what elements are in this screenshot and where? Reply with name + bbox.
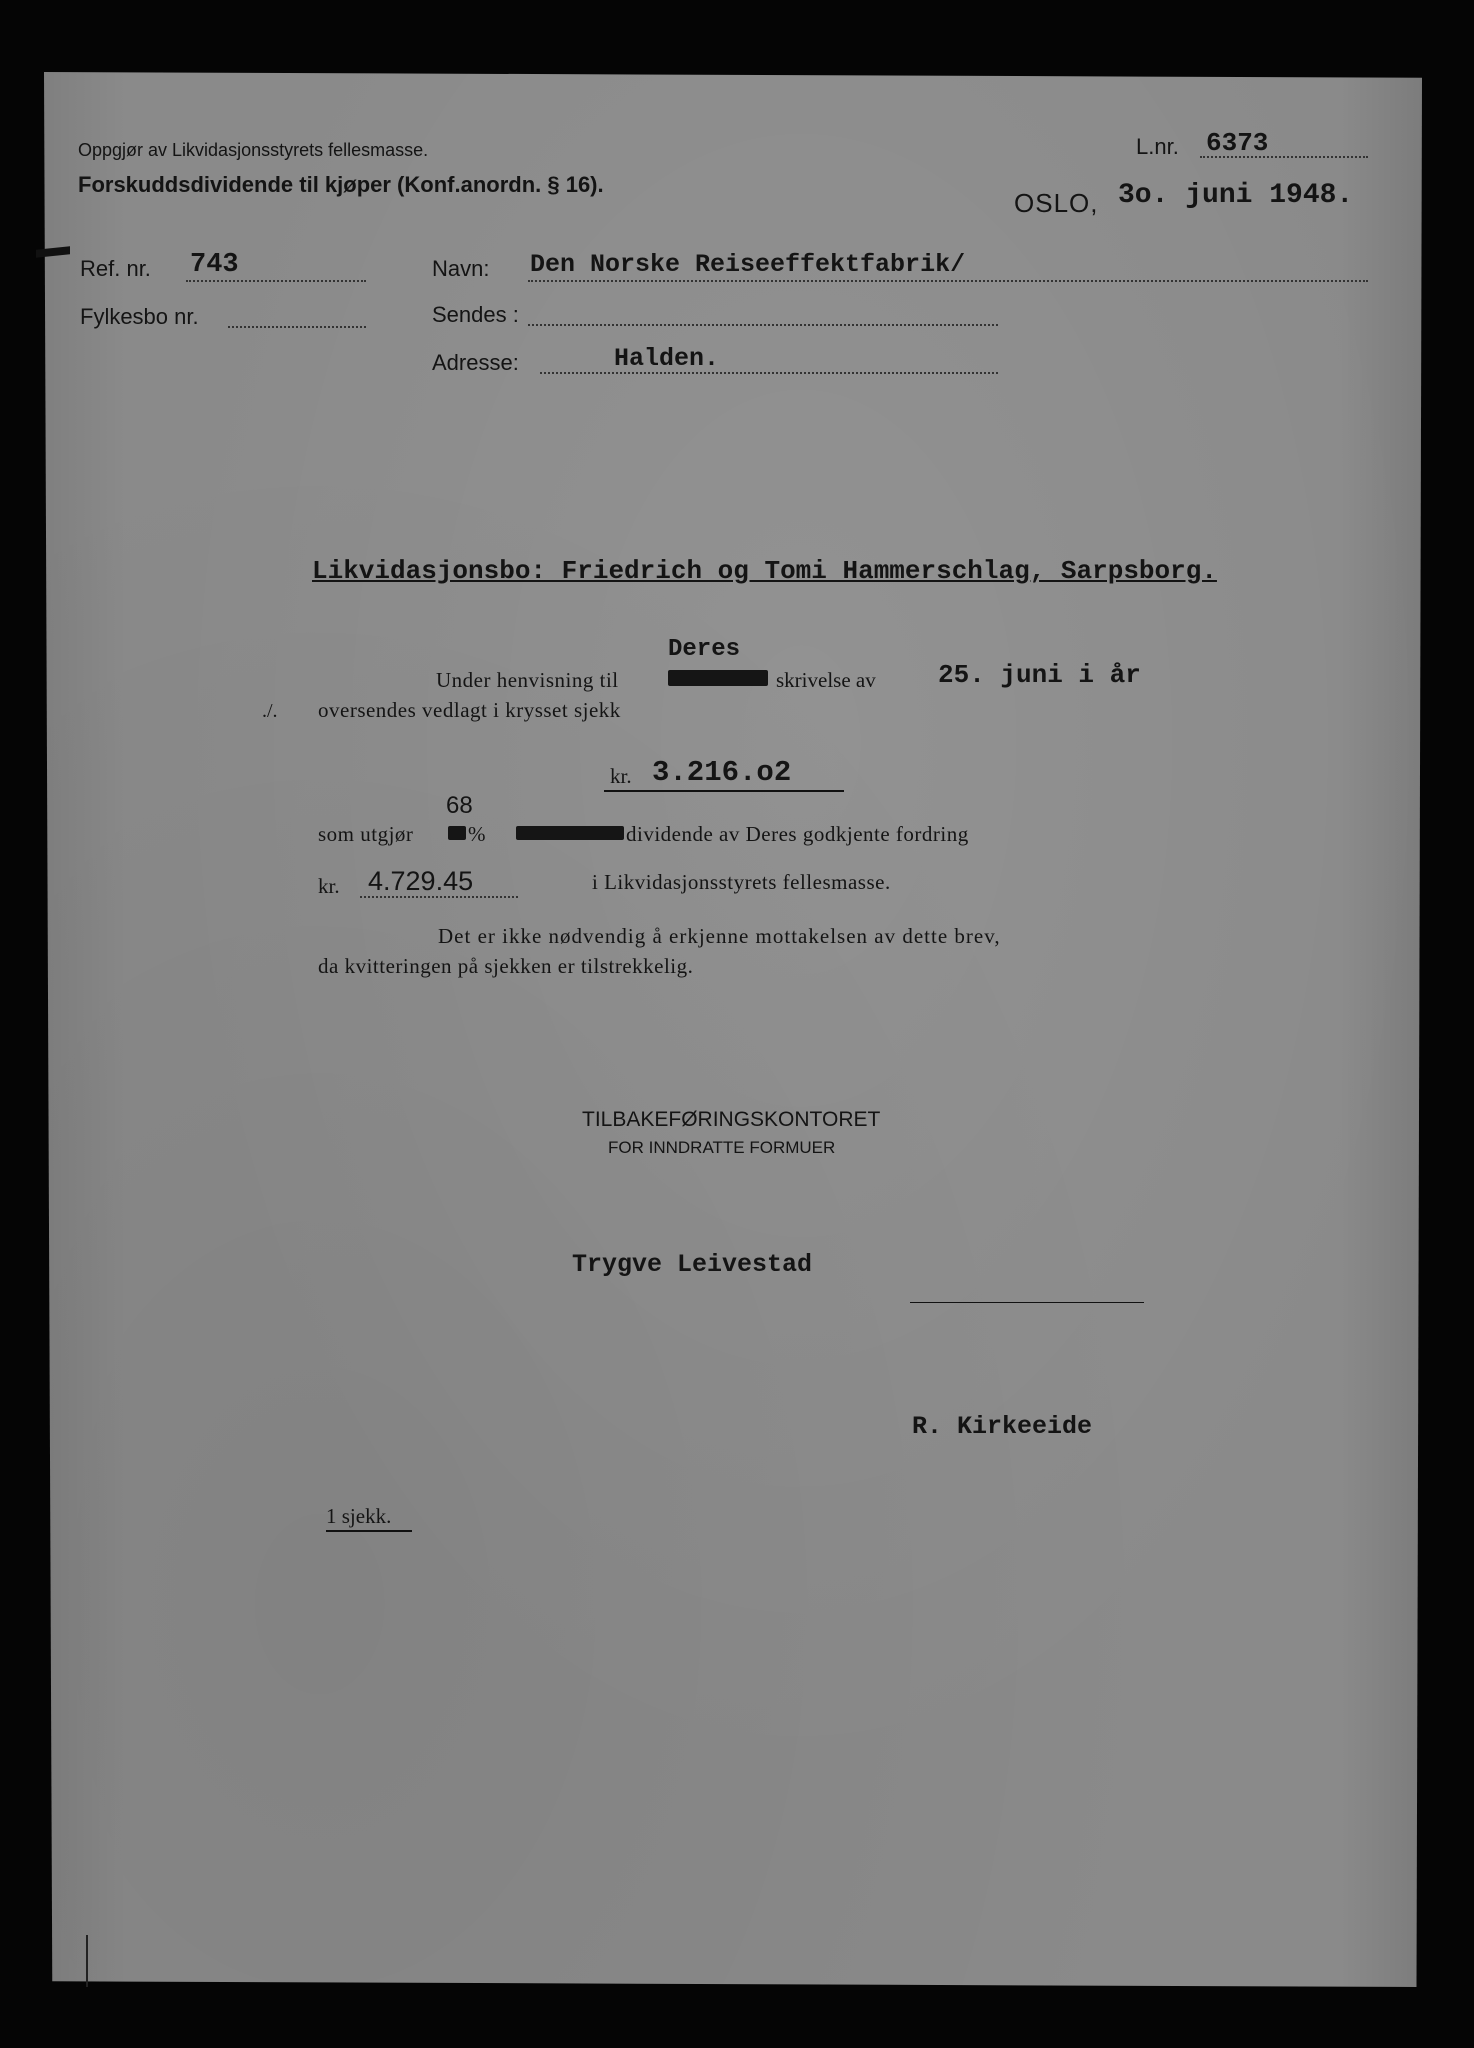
- ref-value: 743: [190, 250, 239, 280]
- adresse-label: Adresse:: [432, 350, 519, 375]
- signature-2: R. Kirkeeide: [912, 1412, 1093, 1441]
- lnr-dotted-line: [1200, 156, 1368, 158]
- lnr-value: 6373: [1206, 128, 1269, 158]
- cheque-amount: 3.216.o2: [652, 756, 792, 789]
- struck-percent: [448, 826, 466, 840]
- ref-dotted-line: [186, 280, 366, 282]
- document-page: [44, 72, 1422, 1987]
- subject-line: Likvidasjonsbo: Friedrich og Tomi Hammerschlag, Sarpsborg.: [312, 556, 1217, 586]
- enclosure-underline: [326, 1530, 412, 1532]
- percent-sign: %: [468, 822, 486, 846]
- som-end: dividende av Deres godkjente fordring: [626, 822, 969, 846]
- signature-1: Trygve Leivestad: [572, 1250, 813, 1279]
- navn-label: Navn:: [432, 256, 490, 281]
- fylkesbo-dotted-line: [228, 326, 366, 328]
- letter-date: 3o. juni 1948.: [1118, 180, 1354, 211]
- page-fold-line: [86, 1935, 88, 1987]
- fylkesbo-label: Fylkesbo nr.: [80, 304, 199, 329]
- enclosure-note: 1 sjekk.: [326, 1504, 392, 1528]
- para1-start: Under henvisning til: [436, 668, 619, 692]
- struck-word-2: [516, 826, 624, 840]
- place-label: OSLO,: [1014, 188, 1099, 218]
- claim-amount: 4.729.45: [368, 866, 474, 896]
- office-name: TILBAKEFØRINGSKONTORET: [582, 1108, 881, 1131]
- percent-correction: 68: [446, 792, 473, 819]
- para1-line2: oversendes vedlagt i krysset sjekk: [318, 698, 621, 722]
- amount-prefix: kr.: [610, 764, 632, 788]
- struck-word: [668, 670, 768, 686]
- signature-line: [910, 1302, 1144, 1303]
- office-subtitle: FOR INNDRATTE FORMUER: [608, 1138, 836, 1157]
- claim-text: i Likvidasjonsstyrets fellesmasse.: [592, 870, 891, 894]
- margin-mark: ./.: [262, 700, 278, 722]
- lnr-label: L.nr.: [1136, 134, 1179, 159]
- para2-line2: da kvitteringen på sjekken er tilstrekkelig.: [318, 954, 694, 978]
- correction-deres: Deres: [668, 636, 741, 663]
- ref-label: Ref. nr.: [80, 256, 151, 281]
- header-line-2: Forskuddsdividende til kjøper (Konf.anordn. § 16).: [78, 172, 604, 197]
- som-start: som utgjør: [318, 822, 414, 846]
- sendes-label: Sendes :: [432, 302, 519, 327]
- sendes-dotted-line: [528, 324, 998, 326]
- claim-prefix: kr.: [318, 874, 340, 898]
- claim-dotted-line: [360, 896, 518, 898]
- navn-dotted-line: [528, 280, 1368, 282]
- navn-value: Den Norske Reiseeffektfabrik/: [530, 250, 966, 279]
- header-line-1: Oppgjør av Likvidasjonsstyrets fellesmasse.: [78, 140, 429, 160]
- adresse-dotted-line: [540, 372, 998, 374]
- adresse-value: Halden.: [614, 344, 720, 373]
- para1-mid: skrivelse av: [776, 668, 876, 692]
- para2-line1: Det er ikke nødvendig å erkjenne mottakelsen av dette brev,: [438, 924, 1001, 948]
- para1-date: 25. juni i år: [938, 660, 1141, 690]
- amount-underline: [604, 790, 844, 792]
